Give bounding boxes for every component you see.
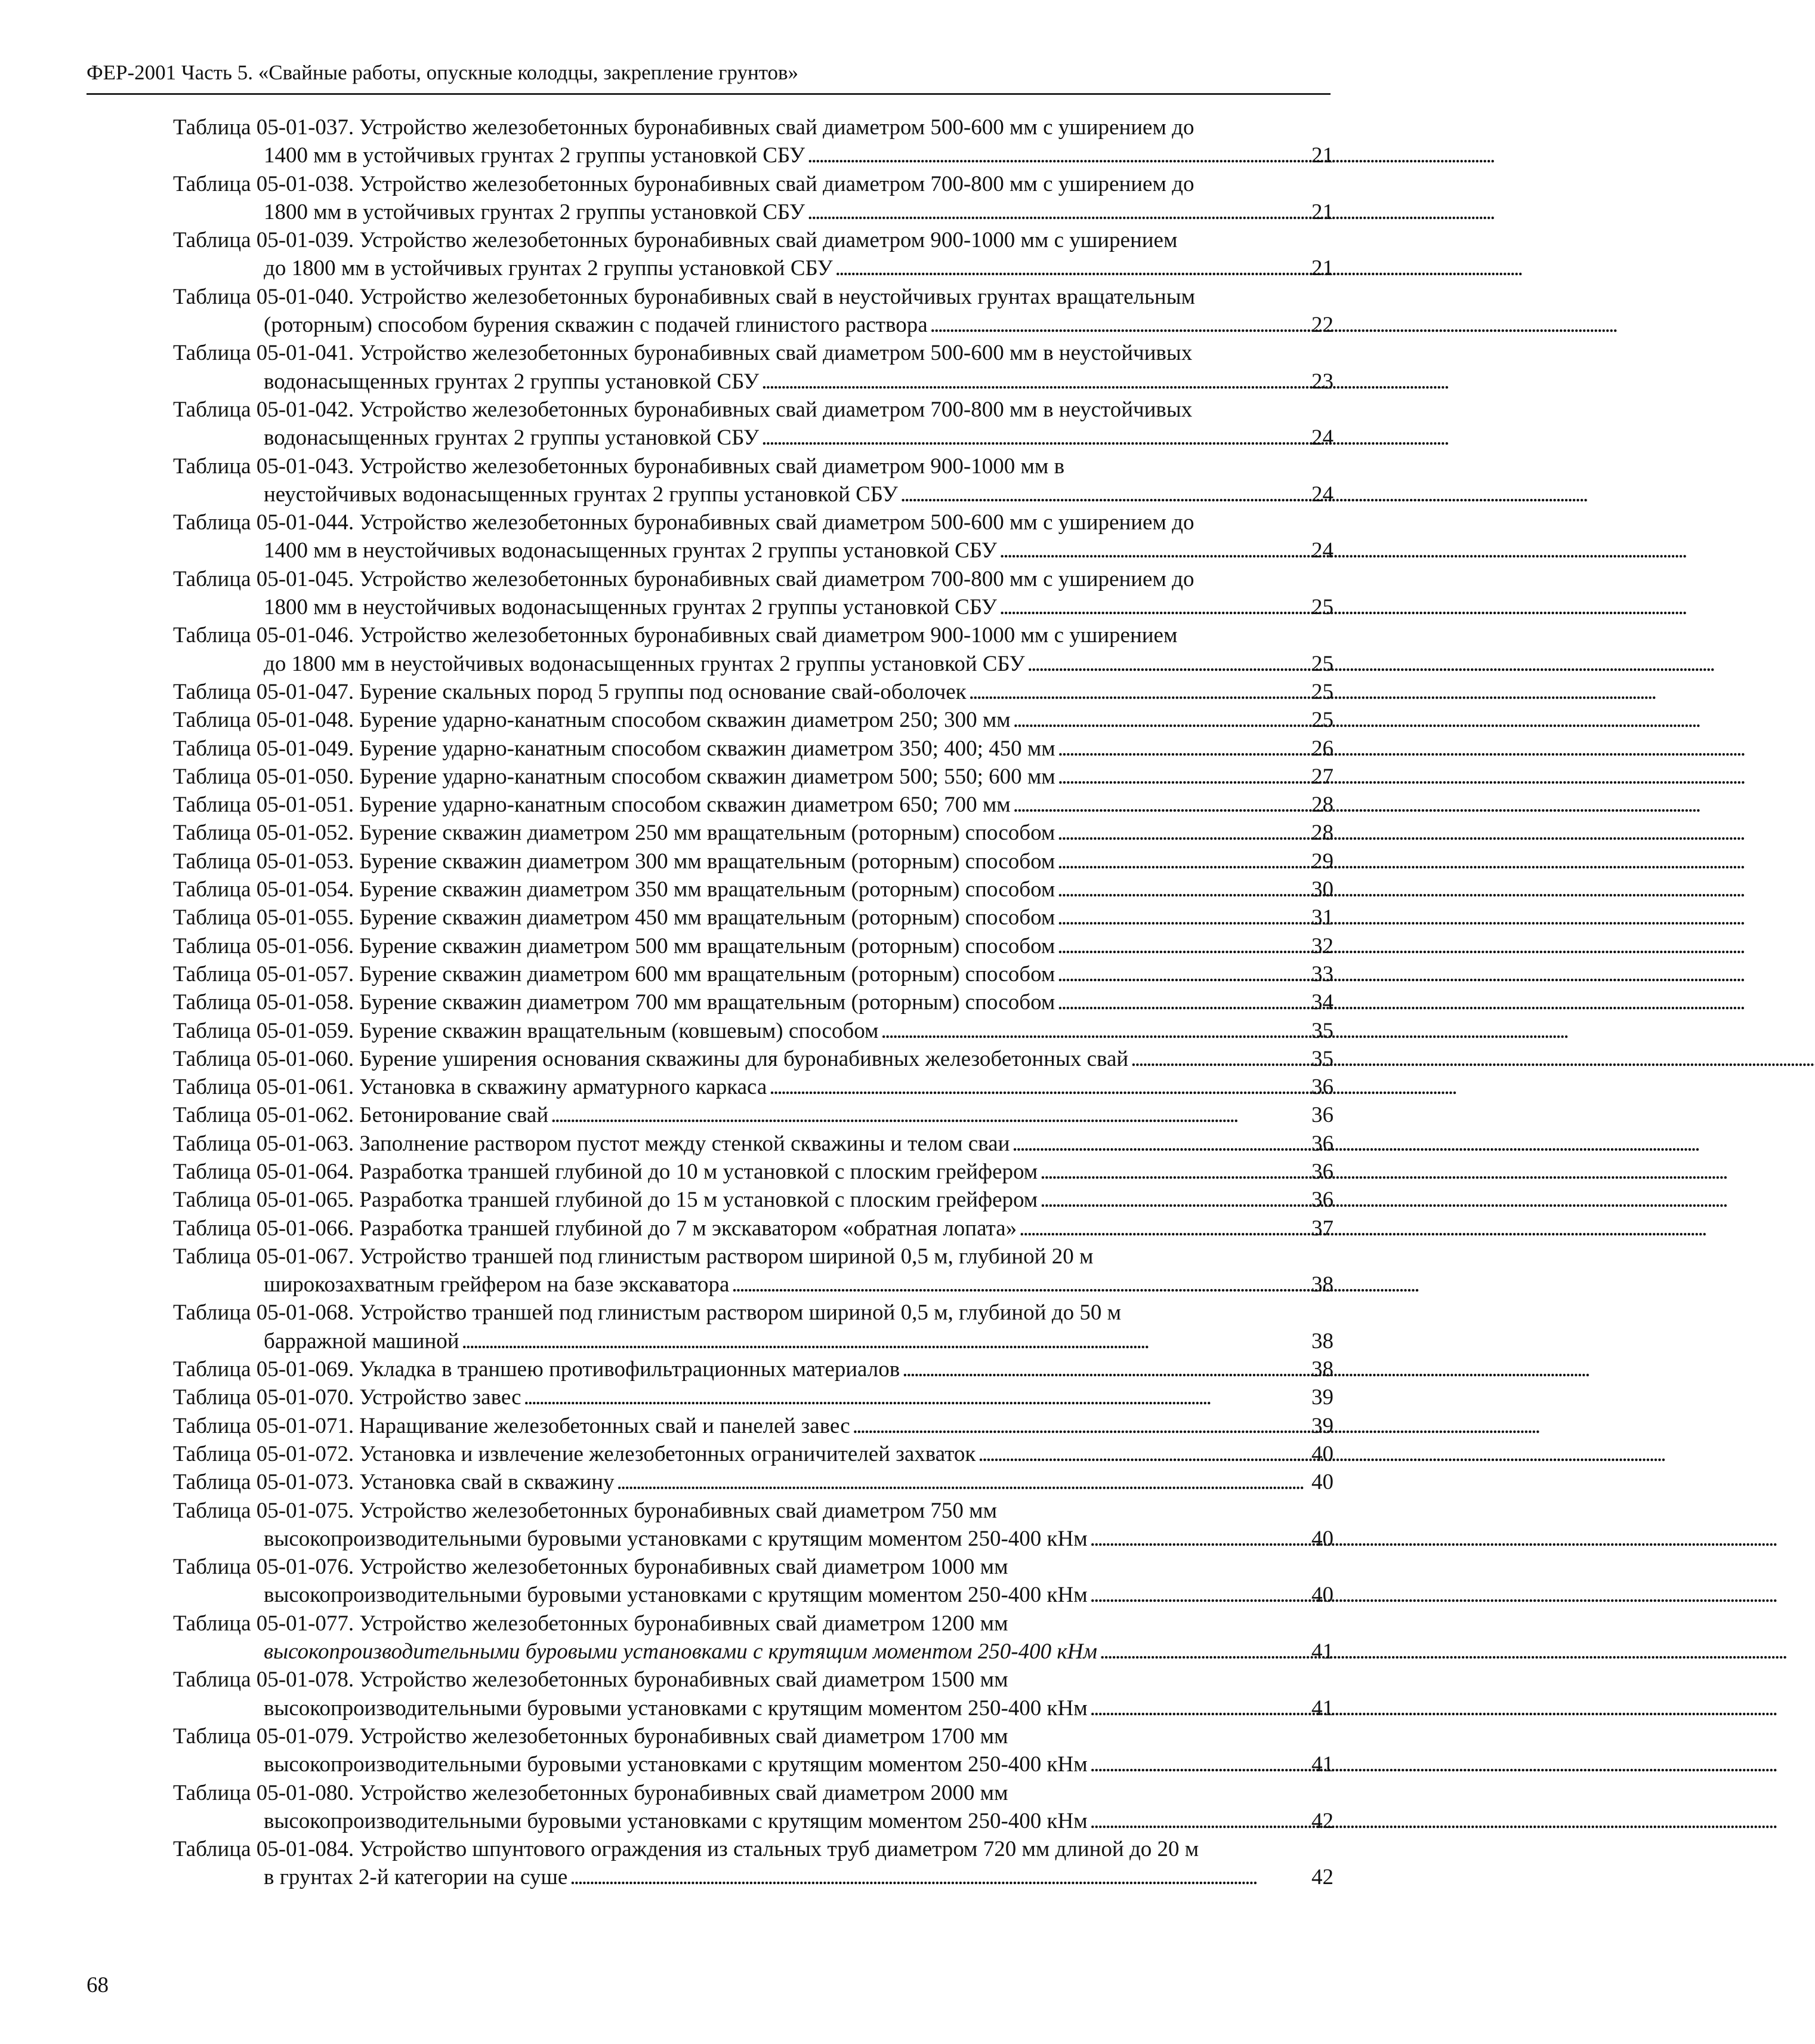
toc-entry: [173, 988, 1334, 1016]
toc-entry-text: водонасыщенных грунтах 2 группы установкой СБУ: [264, 426, 760, 451]
toc-entry-text: Таблица 05-01-057. Бурение скважин диаметром 600 мм вращательным (роторным) способом: [173, 961, 1055, 986]
toc-entry-title-line: [173, 565, 1334, 593]
toc-entry-text: Таблица 05-01-072. Установка и извлечение железобетонных ограничителей захваток: [173, 1441, 976, 1466]
toc-entry-text: Таблица 05-01-076. Устройство железобетонных буронабивных свай диаметром 1000 мм: [173, 1555, 1008, 1580]
toc-entry: [173, 791, 1334, 819]
toc-entry-title-line: [173, 226, 1334, 254]
toc-entry-text: Таблица 05-01-038. Устройство железобетонных буронабивных свай диаметром 700-800 мм с уширением до: [173, 171, 1194, 196]
dot-leader: [1057, 819, 1309, 847]
toc-entry: [173, 1610, 1334, 1666]
dot-leader: [1057, 960, 1309, 988]
toc-entry-page: 35: [1311, 1018, 1334, 1043]
toc-entry: [173, 1383, 1334, 1411]
toc-entry-page: 41: [1311, 1695, 1334, 1721]
toc-entry-text: широкозахватным грейфером на базе экскаватора: [264, 1272, 730, 1297]
dot-leader: [900, 480, 1309, 508]
toc-entry-text: высокопроизводительными буровыми установками с крутящим моментом 250-400 кНм: [264, 1526, 1088, 1551]
toc-entry-continuation-line: [173, 424, 1334, 452]
toc-entry: [173, 1158, 1334, 1186]
toc-entry-continuation-line: [173, 1581, 1334, 1609]
toc-entry-text: Таблица 05-01-046. Устройство железобетонных буронабивных свай диаметром 900-1000 мм с уширением: [173, 623, 1178, 648]
toc-entry-page: 41: [1311, 1639, 1334, 1664]
dot-leader: [1013, 706, 1309, 734]
dot-leader: [999, 593, 1309, 621]
toc-entry: [173, 1243, 1334, 1299]
toc-entry-text: Таблица 05-01-071. Наращивание железобетонных свай и панелей завес: [173, 1413, 850, 1438]
toc-entry-title-line: [173, 1383, 1334, 1411]
toc-entry-page: 38: [1311, 1357, 1334, 1382]
toc-entry-text: Таблица 05-01-079. Устройство железобетонных буронабивных свай диаметром 1700 мм: [173, 1724, 1008, 1749]
toc-entry-page: 28: [1311, 821, 1334, 846]
dot-leader: [731, 1271, 1309, 1299]
dot-leader: [969, 678, 1309, 706]
toc-entry-text: барражной машиной: [264, 1328, 459, 1354]
toc-entry-title-line: [173, 1101, 1334, 1129]
dot-leader: [1040, 1158, 1309, 1186]
toc-entry-page: 24: [1311, 482, 1334, 507]
toc-entry-page: 40: [1311, 1583, 1334, 1608]
toc-entry: [173, 170, 1334, 227]
dot-leader: [978, 1440, 1309, 1468]
dot-leader: [524, 1383, 1309, 1411]
toc-entry-text: 1400 мм в устойчивых грунтах 2 группы установкой СБУ: [264, 143, 805, 168]
toc-entry-title-line: [173, 1468, 1334, 1496]
toc-entry-text: Таблица 05-01-073. Установка свай в скважину: [173, 1470, 615, 1495]
toc-entry-text: Таблица 05-01-059. Бурение скважин вращательным (ковшевым) способом: [173, 1018, 879, 1043]
toc-entry-text: 1800 мм в устойчивых грунтах 2 группы установкой СБУ: [264, 199, 805, 224]
toc-entry-title-line: [173, 113, 1334, 141]
toc-entry-page: 32: [1311, 933, 1334, 958]
toc-entry-title-line: [173, 735, 1334, 763]
toc-entry-page: 33: [1311, 961, 1334, 986]
toc-entry-text: Таблица 05-01-050. Бурение ударно-канатным способом скважин диаметром 500; 550; 600 мм: [173, 764, 1055, 789]
dot-leader: [1090, 1694, 1309, 1722]
toc-entry-text: Таблица 05-01-077. Устройство железобетонных буронабивных свай диаметром 1200 мм: [173, 1611, 1008, 1636]
toc-entry-continuation-line: [173, 1638, 1334, 1666]
dot-leader: [1057, 988, 1309, 1016]
toc-entry-continuation-line: [173, 1807, 1334, 1835]
toc-entry-text: Таблица 05-01-063. Заполнение раствором пустот между стенкой скважины и телом сваи: [173, 1131, 1010, 1156]
toc-entry-continuation-line: [173, 650, 1334, 678]
toc-entry-title-line: [173, 932, 1334, 960]
toc-entry-text: Таблица 05-01-075. Устройство железобетонных буронабивных свай диаметром 750 мм: [173, 1498, 997, 1523]
toc-entry-continuation-line: [173, 254, 1334, 282]
toc-entry-page: 24: [1311, 426, 1334, 451]
toc-entry-text: Таблица 05-01-045. Устройство железобетонных буронабивных свай диаметром 700-800 мм с уширением до: [173, 566, 1194, 591]
dot-leader: [1090, 1807, 1309, 1835]
toc-entry-text: Таблица 05-01-044. Устройство железобетонных буронабивных свай диаметром 500-600 мм с уширением до: [173, 510, 1194, 535]
toc-entry-page: 40: [1311, 1526, 1334, 1551]
toc-entry-title-line: [173, 1130, 1334, 1158]
dot-leader: [551, 1101, 1309, 1129]
dot-leader: [570, 1863, 1309, 1891]
toc-entry-page: 23: [1311, 369, 1334, 394]
toc-entry-title-line: [173, 1440, 1334, 1468]
toc-entry: [173, 1186, 1334, 1214]
dot-leader: [1057, 875, 1309, 904]
page-number: 68: [87, 1973, 109, 1997]
toc-entry-title-line: [173, 1553, 1334, 1581]
toc-entry-title-line: [173, 1243, 1334, 1271]
toc-entry-text: в грунтах 2-й категории на суше: [264, 1865, 568, 1890]
toc-entry: [173, 763, 1334, 791]
toc-entry: [173, 226, 1334, 283]
toc-entry-page: 21: [1311, 199, 1334, 224]
toc-entry-title-line: [173, 170, 1334, 198]
toc-entry-page: 39: [1311, 1413, 1334, 1438]
toc-entry-page: 24: [1311, 538, 1334, 563]
dot-leader: [1013, 791, 1309, 819]
toc-entry-text: Таблица 05-01-058. Бурение скважин диаметром 700 мм вращательным (роторным) способом: [173, 990, 1055, 1015]
toc-entry: [173, 565, 1334, 622]
toc-entry-title-line: [173, 1835, 1334, 1863]
toc-entry-text: Таблица 05-01-068. Устройство траншей под глинистым раствором шириной 0,5 м, глубиной до 50 м: [173, 1300, 1121, 1325]
toc-entry: [173, 1779, 1334, 1836]
toc-entry-title-line: [173, 1158, 1334, 1186]
dot-leader: [1027, 650, 1309, 678]
toc-entry-continuation-line: [173, 480, 1334, 508]
toc-entry: [173, 113, 1334, 170]
toc-entry-text: высокопроизводительными буровыми установками с крутящим моментом 250-400 кНм: [264, 1752, 1088, 1777]
toc-entry-text: Таблица 05-01-064. Разработка траншей глубиной до 10 м установкой с плоским грейфером: [173, 1159, 1038, 1184]
toc-entry-text: Таблица 05-01-041. Устройство железобетонных буронабивных свай диаметром 500-600 мм в неустойчивых: [173, 341, 1193, 366]
toc-entry-page: 38: [1311, 1328, 1334, 1354]
toc-entry-title-line: [173, 283, 1334, 311]
toc-entry-title-line: [173, 1722, 1334, 1750]
toc-entry-title-line: [173, 1299, 1334, 1327]
dot-leader: [761, 424, 1309, 452]
toc-entry-text: Таблица 05-01-053. Бурение скважин диаметром 300 мм вращательным (роторным) способом: [173, 849, 1055, 874]
toc-entry-text: Таблица 05-01-069. Укладка в траншею противофильтрационных материалов: [173, 1357, 900, 1382]
toc-entry-text: 1400 мм в неустойчивых водонасыщенных грунтах 2 группы установкой СБУ: [264, 538, 997, 563]
toc-entry: [173, 1722, 1334, 1779]
toc-entry-page: 41: [1311, 1752, 1334, 1777]
toc-entry-text: Таблица 05-01-052. Бурение скважин диаметром 250 мм вращательным (роторным) способом: [173, 821, 1055, 846]
toc-entry-title-line: [173, 1186, 1334, 1214]
toc-entry: [173, 1299, 1334, 1355]
dot-leader: [807, 141, 1309, 169]
toc-entry-title-line: [173, 339, 1334, 367]
toc-entry-text: Таблица 05-01-049. Бурение ударно-канатным способом скважин диаметром 350; 400; 450 мм: [173, 736, 1055, 761]
toc-entry-page: 36: [1311, 1075, 1334, 1100]
dot-leader: [930, 311, 1309, 339]
dot-leader: [617, 1468, 1309, 1496]
toc-entry-page: 42: [1311, 1865, 1334, 1890]
toc-entry-title-line: [173, 791, 1334, 819]
toc-entry-page: 31: [1311, 905, 1334, 930]
toc-entry: [173, 1045, 1334, 1073]
toc-entry-title-line: [173, 763, 1334, 791]
toc-entry: [173, 396, 1334, 452]
toc-entry-text: Таблица 05-01-055. Бурение скважин диаметром 450 мм вращательным (роторным) способом: [173, 905, 1055, 930]
toc-entry: [173, 1553, 1334, 1610]
toc-entry-page: 21: [1311, 256, 1334, 281]
toc-entry-page: 27: [1311, 764, 1334, 789]
toc-entry: [173, 735, 1334, 763]
dot-leader: [1090, 1581, 1309, 1609]
toc-entry: [173, 621, 1334, 678]
toc-entry-title-line: [173, 706, 1334, 734]
toc-entry-text: неустойчивых водонасыщенных грунтах 2 группы установкой СБУ: [264, 482, 898, 507]
toc-entry: [173, 1468, 1334, 1496]
toc-entry-continuation-line: [173, 1750, 1334, 1778]
toc-entry-title-line: [173, 452, 1334, 480]
toc-entry-text: Таблица 05-01-040. Устройство железобетонных буронабивных свай в неустойчивых грунтах вращательным: [173, 284, 1196, 309]
toc-entry-title-line: [173, 1073, 1334, 1101]
toc-entry: [173, 1412, 1334, 1440]
toc-entry-title-line: [173, 960, 1334, 988]
toc-entry-text: до 1800 мм в устойчивых грунтах 2 группы установкой СБУ: [264, 256, 833, 281]
toc-entry-continuation-line: [173, 1271, 1334, 1299]
dot-leader: [1019, 1214, 1309, 1243]
toc-entry-page: 25: [1311, 651, 1334, 676]
toc-entry-title-line: [173, 396, 1334, 424]
toc-entry-text: высокопроизводительными буровыми установками с крутящим моментом 250-400 кНм: [264, 1583, 1088, 1608]
dot-leader: [1057, 904, 1309, 932]
toc-entry-title-line: [173, 678, 1334, 706]
toc-entry-continuation-line: [173, 1327, 1334, 1355]
toc-entry: [173, 339, 1334, 396]
toc-entry-page: 36: [1311, 1188, 1334, 1213]
toc-entry-continuation-line: [173, 593, 1334, 621]
toc-entry-page: 38: [1311, 1272, 1334, 1297]
toc-entry-title-line: [173, 1355, 1334, 1383]
toc-entry-page: 40: [1311, 1470, 1334, 1495]
toc-entry: [173, 1835, 1334, 1892]
toc-entry-text: до 1800 мм в неустойчивых водонасыщенных грунтах 2 группы установкой СБУ: [264, 651, 1025, 676]
toc-entry-title-line: [173, 1610, 1334, 1638]
toc-entry: [173, 847, 1334, 875]
toc-entry: [173, 1214, 1334, 1243]
toc-entry-text: Таблица 05-01-056. Бурение скважин диаметром 500 мм вращательным (роторным) способом: [173, 933, 1055, 958]
toc-entry-title-line: [173, 847, 1334, 875]
toc-entry-continuation-line: [173, 141, 1334, 169]
toc-entry-page: 28: [1311, 793, 1334, 818]
header-divider: [87, 93, 1331, 95]
dot-leader: [902, 1355, 1309, 1383]
toc-entry-title-line: [173, 621, 1334, 649]
toc-entry-page: 22: [1311, 313, 1334, 338]
toc-entry-page: 30: [1311, 877, 1334, 902]
toc-entry-page: 25: [1311, 708, 1334, 733]
dot-leader: [1040, 1186, 1309, 1214]
toc-entry: [173, 904, 1334, 932]
toc-entry-text: высокопроизводительными буровыми установками с крутящим моментом 250-400 кНм: [264, 1808, 1088, 1833]
toc-entry-text: Таблица 05-01-043. Устройство железобетонных буронабивных свай диаметром 900-1000 мм в: [173, 454, 1065, 479]
toc-entry: [173, 678, 1334, 706]
toc-entry-title-line: [173, 508, 1334, 537]
dot-leader: [1057, 932, 1309, 960]
toc-entry-text: Таблица 05-01-047. Бурение скальных пород 5 группы под основание свай-оболочек: [173, 679, 967, 704]
toc-entry-page: 26: [1311, 736, 1334, 761]
dot-leader: [835, 254, 1309, 282]
toc-entry: [173, 508, 1334, 565]
toc-entry-continuation-line: [173, 1525, 1334, 1553]
toc-entry: [173, 1101, 1334, 1129]
toc-entry-title-line: [173, 819, 1334, 847]
toc-entry-title-line: [173, 1779, 1334, 1807]
toc-entry: [173, 1073, 1334, 1101]
toc-entry-page: 21: [1311, 143, 1334, 168]
toc-entry-text: водонасыщенных грунтах 2 группы установкой СБУ: [264, 369, 760, 394]
toc-entry-page: 40: [1311, 1441, 1334, 1466]
toc-entry-title-line: [173, 904, 1334, 932]
toc-entry: [173, 1497, 1334, 1553]
toc-entry-page: 36: [1311, 1103, 1334, 1128]
toc-entry-text: Таблица 05-01-054. Бурение скважин диаметром 350 мм вращательным (роторным) способом: [173, 877, 1055, 902]
toc-entry-page: 35: [1311, 1046, 1334, 1071]
dot-leader: [1057, 847, 1309, 875]
toc-entry-title-line: [173, 988, 1334, 1016]
toc-entry-text: высокопроизводительными буровыми установками с крутящим моментом 250-400 кНм: [264, 1695, 1088, 1721]
toc-entry-continuation-line: [173, 1863, 1334, 1891]
toc-entry-page: 36: [1311, 1131, 1334, 1156]
dot-leader: [761, 368, 1309, 396]
toc-entry-page: 25: [1311, 595, 1334, 620]
toc-entry-continuation-line: [173, 198, 1334, 226]
toc-entry-text: Таблица 05-01-037. Устройство железобетонных буронабивных свай диаметром 500-600 мм с уширением до: [173, 115, 1194, 140]
toc-entry: [173, 875, 1334, 904]
toc-entry-title-line: [173, 1412, 1334, 1440]
dot-leader: [1131, 1045, 1309, 1073]
toc-entry-text: Таблица 05-01-061. Установка в скважину арматурного каркаса: [173, 1075, 767, 1100]
toc-entry: [173, 1666, 1334, 1722]
toc-entry: [173, 1130, 1334, 1158]
toc-entry-text: высокопроизводительными буровыми установками с крутящим моментом 250-400 кНм: [264, 1639, 1098, 1664]
toc-entry: [173, 1017, 1334, 1045]
toc-entry-text: Таблица 05-01-060. Бурение уширения основания скважины для буронабивных железобетонных свай: [173, 1046, 1129, 1071]
dot-leader: [1100, 1638, 1309, 1666]
toc-entry-continuation-line: [173, 537, 1334, 565]
toc-entry-title-line: [173, 1666, 1334, 1694]
toc-entry-text: Таблица 05-01-067. Устройство траншей под глинистым раствором шириной 0,5 м, глубиной 20 м: [173, 1244, 1094, 1269]
dot-leader: [462, 1327, 1309, 1355]
dot-leader: [999, 537, 1309, 565]
toc-entry: [173, 819, 1334, 847]
dot-leader: [1090, 1525, 1309, 1553]
toc-entry: [173, 283, 1334, 340]
dot-leader: [1058, 735, 1309, 763]
dot-leader: [881, 1017, 1309, 1045]
toc-entry: [173, 706, 1334, 734]
toc-entry: [173, 960, 1334, 988]
toc-entry-title-line: [173, 875, 1334, 904]
dot-leader: [1058, 763, 1309, 791]
toc-entry-text: Таблица 05-01-078. Устройство железобетонных буронабивных свай диаметром 1500 мм: [173, 1667, 1008, 1692]
toc-entry-continuation-line: [173, 1694, 1334, 1722]
toc-entry-page: 29: [1311, 849, 1334, 874]
toc-entry-page: 25: [1311, 679, 1334, 704]
toc-entry: [173, 1440, 1334, 1468]
toc-entry-text: Таблица 05-01-051. Бурение ударно-канатным способом скважин диаметром 650; 700 мм: [173, 793, 1011, 818]
toc-entry-title-line: [173, 1214, 1334, 1243]
dot-leader: [853, 1412, 1309, 1440]
toc-entry-text: Таблица 05-01-065. Разработка траншей глубиной до 15 м установкой с плоским грейфером: [173, 1188, 1038, 1213]
toc-entry-text: Таблица 05-01-070. Устройство завес: [173, 1385, 521, 1410]
dot-leader: [807, 198, 1309, 226]
toc-entry-page: 36: [1311, 1159, 1334, 1184]
toc-entry: [173, 1355, 1334, 1383]
toc-entry-continuation-line: [173, 368, 1334, 396]
toc-entry-text: Таблица 05-01-042. Устройство железобетонных буронабивных свай диаметром 700-800 мм в неустойчивых: [173, 397, 1193, 422]
dot-leader: [1090, 1750, 1309, 1778]
toc-entry-text: Таблица 05-01-080. Устройство железобетонных буронабивных свай диаметром 2000 мм: [173, 1780, 1008, 1805]
toc-entry-text: 1800 мм в неустойчивых водонасыщенных грунтах 2 группы установкой СБУ: [264, 595, 997, 620]
toc-entry-page: 42: [1311, 1808, 1334, 1833]
toc-entry-page: 37: [1311, 1216, 1334, 1241]
toc-entry-text: Таблица 05-01-084. Устройство шпунтового ограждения из стальных труб диаметром 720 мм длиной до 20 м: [173, 1837, 1199, 1862]
toc-entry-text: (роторным) способом бурения скважин с подачей глинистого раствора: [264, 313, 928, 338]
toc-entry-text: Таблица 05-01-039. Устройство железобетонных буронабивных свай диаметром 900-1000 мм с уширением: [173, 228, 1178, 253]
dot-leader: [769, 1073, 1309, 1101]
toc-entry: [173, 452, 1334, 509]
toc-entry-title-line: [173, 1017, 1334, 1045]
toc-entry: [173, 932, 1334, 960]
toc-entry-continuation-line: [173, 311, 1334, 339]
toc-entry-text: Таблица 05-01-048. Бурение ударно-канатным способом скважин диаметром 250; 300 мм: [173, 708, 1011, 733]
toc-entry-page: 39: [1311, 1385, 1334, 1410]
toc-entry-text: Таблица 05-01-062. Бетонирование свай: [173, 1103, 549, 1128]
running-header: ФЕР-2001 Часть 5. «Свайные работы, опускные колодцы, закрепление грунтов»: [87, 61, 799, 84]
toc-entry-title-line: [173, 1045, 1334, 1073]
dot-leader: [1012, 1130, 1309, 1158]
table-of-contents: [173, 113, 1334, 1892]
toc-entry-page: 34: [1311, 990, 1334, 1015]
toc-entry-title-line: [173, 1497, 1334, 1525]
toc-entry-text: Таблица 05-01-066. Разработка траншей глубиной до 7 м экскаватором «обратная лопата»: [173, 1216, 1017, 1241]
